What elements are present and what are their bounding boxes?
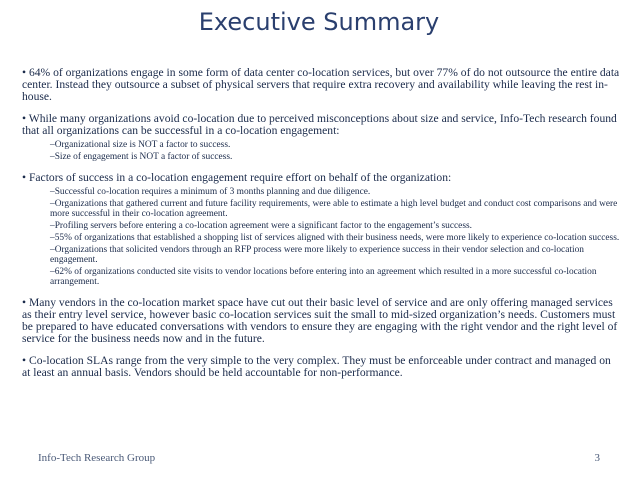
sub-bullet: –62% of organizations conducted site visits to vendor locations before entering into an agreement which resulted in a more successful co-location arrangement. bbox=[50, 267, 597, 287]
bullet-2-sublist bbox=[22, 140, 620, 162]
bullet-2: • While many organizations avoid co-location due to perceived misconceptions about size and service, Info-Tech research found that all organizations can be successful in a co-location engagement: bbox=[22, 112, 617, 137]
footer-company: Info-Tech Research Group bbox=[38, 452, 156, 464]
sub-bullet: –Successful co-location requires a minimum of 3 months planning and due diligence. bbox=[50, 187, 371, 197]
sub-bullet: –55% of organizations that established a shopping list of services aligned with their business needs, were more likely to experience co-location success. bbox=[50, 233, 620, 243]
bullet-1: • 64% of organizations engage in some form of data center co-location services, but over 77% of do not outsource the entire data center. Instead they outsource a subset of physical servers that require extra recovery and availability while leaving the rest in-house. bbox=[22, 66, 620, 103]
bullet-3: • Factors of success in a co-location engagement require effort on behalf of the organization: bbox=[22, 171, 452, 184]
bullet-3-sublist bbox=[22, 187, 620, 287]
page-number: 3 bbox=[594, 452, 600, 464]
bullet-4: • Many vendors in the co-location market space have cut out their basic level of service and are only offering managed services as their entry level service, however basic co-location services suit the small to mid-sized organization’s needs. Customers must be prepared to have educated conversations with vendors to ensure they are engaging with the right vendor and the right level of service for the business needs now and in the future. bbox=[22, 296, 618, 345]
sub-bullet: –Organizational size is NOT a factor to success. bbox=[50, 140, 231, 150]
sub-bullet: –Organizations that gathered current and future facility requirements, were able to estimate a high level budget and conduct cost comparisons and were more successful in their co-location agreement. bbox=[50, 199, 618, 219]
bullet-5: • Co-location SLAs range from the very simple to the very complex. They must be enforceable under contract and managed on at least an annual basis. Vendors should be held accountable for non-performance. bbox=[22, 354, 611, 379]
sub-bullet: –Profiling servers before entering a co-location agreement were a significant factor to the engagement’s success. bbox=[50, 221, 472, 231]
slide-title: Executive Summary bbox=[198, 8, 440, 36]
slide-body bbox=[22, 67, 620, 389]
sub-bullet: –Size of engagement is NOT a factor of success. bbox=[50, 152, 233, 162]
sub-bullet: –Organizations that solicited vendors through an RFP process were more likely to experience success in their vendor selection and co-location engagement. bbox=[50, 245, 584, 265]
